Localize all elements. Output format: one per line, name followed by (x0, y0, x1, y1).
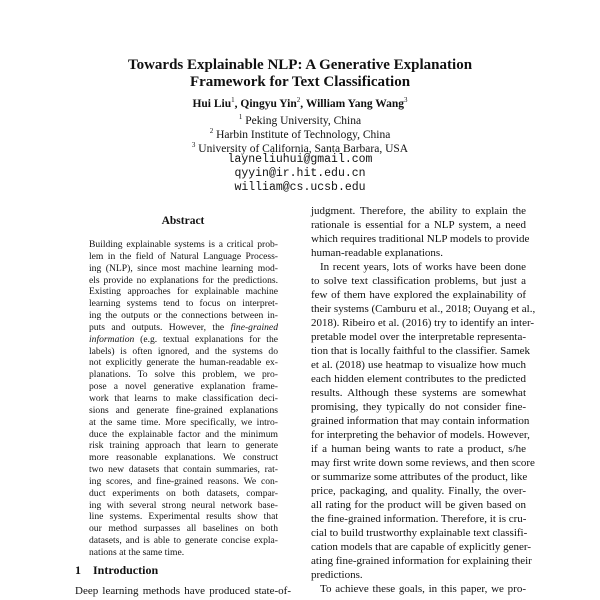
affiliation-text: Harbin Institute of Technology, China (216, 128, 391, 141)
author-name: William Yang Wang (305, 97, 405, 110)
affiliation-text: University of California, Santa Barbara, USA (198, 142, 409, 155)
text-line: To achieve these goals, in this paper, we pro- (320, 582, 526, 595)
left-column-body (75, 584, 291, 598)
section-number: 1 (75, 563, 81, 577)
text-line: cation models that are capable of explicitly gener- (311, 540, 531, 553)
text-line: pretable model over the interpretable representa- (311, 330, 526, 343)
text-line: more reasonable explanations. We construct (89, 452, 278, 464)
title-line: Framework for Text Classification (189, 74, 411, 90)
text-line: tion that is locally faithful to the classifier. Samek (311, 344, 531, 357)
text-line: few of them have explored the explainability of (311, 288, 526, 301)
text-line (89, 334, 278, 346)
text-line: datasets, and is able to generate concise expla- (89, 535, 278, 547)
email: william@cs.ucsb.edu (234, 181, 366, 194)
text-line: ating fine-grained information for explaining their (311, 554, 532, 567)
text-line: which requires traditional NLP models to provide (311, 232, 530, 245)
title-line: Towards Explainable NLP: A Generative Explanation (127, 57, 473, 73)
text-line: our method surpasses all baselines on both (89, 523, 278, 535)
text-line: line systems. Experimental results show that (89, 511, 278, 523)
text-line: cial to build trustworthy explainable text classifi- (311, 526, 528, 539)
email: qyyin@ir.hit.edu.cn (234, 167, 366, 180)
paper-title (0, 57, 600, 91)
text-line: In recent years, lots of works have been done (320, 260, 526, 273)
author-list: Hui Liu$^1$, Qingyu Yin$^2$, William Yang Wang$^3$ (192, 96, 408, 110)
text-line: two new datasets that contain summaries, rat- (89, 464, 278, 476)
text-line: Building explainable systems is a critical prob- (89, 239, 278, 250)
text-line: price, packaging, and quality. Finally, the over- (311, 484, 526, 497)
text-line: if a human being wants to rate a product, s/he (311, 442, 526, 455)
text-line: grained information that may contain information (311, 414, 530, 427)
text-line: the fine-grained information. Therefore, it is cru- (311, 512, 527, 525)
right-column-body (311, 205, 536, 597)
text-line: et al. (2018) use heatmap to visualize how much (311, 358, 526, 371)
text-line: judgment. Therefore, the ability to explain the (311, 205, 526, 217)
text-line: or summarize some attributes of the product, like (311, 470, 528, 483)
text-segment: (e.g. textual explanations for the (134, 333, 278, 345)
text-line: rationale is essential for a NLP system, a need (311, 218, 526, 231)
text-line: duct experiments on both datasets, compar- (89, 487, 278, 499)
affiliation-mark: 3 (191, 141, 196, 149)
italic-text: fine-grained (230, 321, 278, 333)
text-line: may first write down some reviews, and then score (311, 456, 535, 469)
text-line: learning systems tend to focus on interpret- (89, 298, 278, 310)
author-affiliation-mark: 2 (296, 96, 301, 104)
text-line: human-readable explanations. (311, 246, 443, 259)
text-line: duce the explainable factor and the minimum (89, 428, 278, 440)
author-name: Qingyu Yin (240, 97, 297, 110)
text-line: their systems (Camburu et al., 2018; Ouyang et al., (311, 302, 536, 315)
text-line: to solve text classification problems, but just a (311, 274, 526, 287)
text-line: at the same time. More specifically, we intro- (89, 416, 278, 428)
affiliation-mark: 2 (209, 127, 214, 135)
affiliation-text: Peking University, China (245, 114, 362, 127)
author-name: Hui Liu (192, 97, 232, 110)
text-line: work that learns to make classification deci- (89, 392, 278, 404)
text-line: risk training approach that learn to generate (89, 440, 278, 452)
text-line: Existing approaches for explainable machine (89, 286, 278, 298)
text-line: predictions. (311, 568, 363, 581)
abstract-heading: Abstract (161, 215, 205, 227)
author-affiliation-mark: 1 (231, 96, 235, 104)
text-line: not explicitly generate the human-readable ex- (89, 357, 278, 369)
affiliation-mark: 1 (238, 113, 243, 121)
text-line: all rating for the product will be given based on (311, 498, 526, 511)
text-line: labels) is often ignored, and the systems do (89, 345, 278, 357)
section-title: Introduction (93, 563, 159, 577)
text-line: promising, they typically do not consider fine- (311, 400, 526, 413)
author-affiliation-mark: 3 (404, 96, 408, 104)
text-line: pose a novel generative explanation frame- (89, 381, 278, 393)
italic-text: information (89, 333, 135, 345)
text-line: ing (NLP), since most machine learning mod- (89, 262, 278, 274)
text-line: ing scores, and fine-grained reasons. We con- (89, 475, 278, 487)
text-line: nations at the same time. (89, 546, 185, 558)
text-line: 2018). Ribeiro et al. (2016) try to identify an inter- (311, 316, 535, 329)
text-line: ing the outputs or the connections between in- (89, 310, 278, 322)
abstract-body (89, 239, 278, 559)
text-line: planations. To solve this problem, we pro- (89, 369, 278, 381)
section-heading (75, 563, 158, 578)
text-segment: puts and outputs. However, the (89, 321, 231, 333)
text-line (89, 322, 278, 334)
text-line: lem in the field of Natural Language Process- (89, 250, 278, 262)
text-line: sions and generate fine-grained explanations (89, 404, 278, 416)
text-line: results. Although these systems are somewhat (311, 386, 526, 399)
text-line: for interpreting the behavior of models. However, (311, 428, 530, 441)
text-line: els provide no explanations for the predictions. (89, 274, 278, 286)
text-line: Deep learning methods have produced state-of- (75, 585, 291, 597)
text-line: each hidden element contributes to the predicted (311, 372, 526, 385)
email-list (0, 153, 600, 195)
text-line: ing with several strong neural network base- (89, 499, 278, 511)
email: layneliuhui@gmail.com (227, 153, 373, 166)
